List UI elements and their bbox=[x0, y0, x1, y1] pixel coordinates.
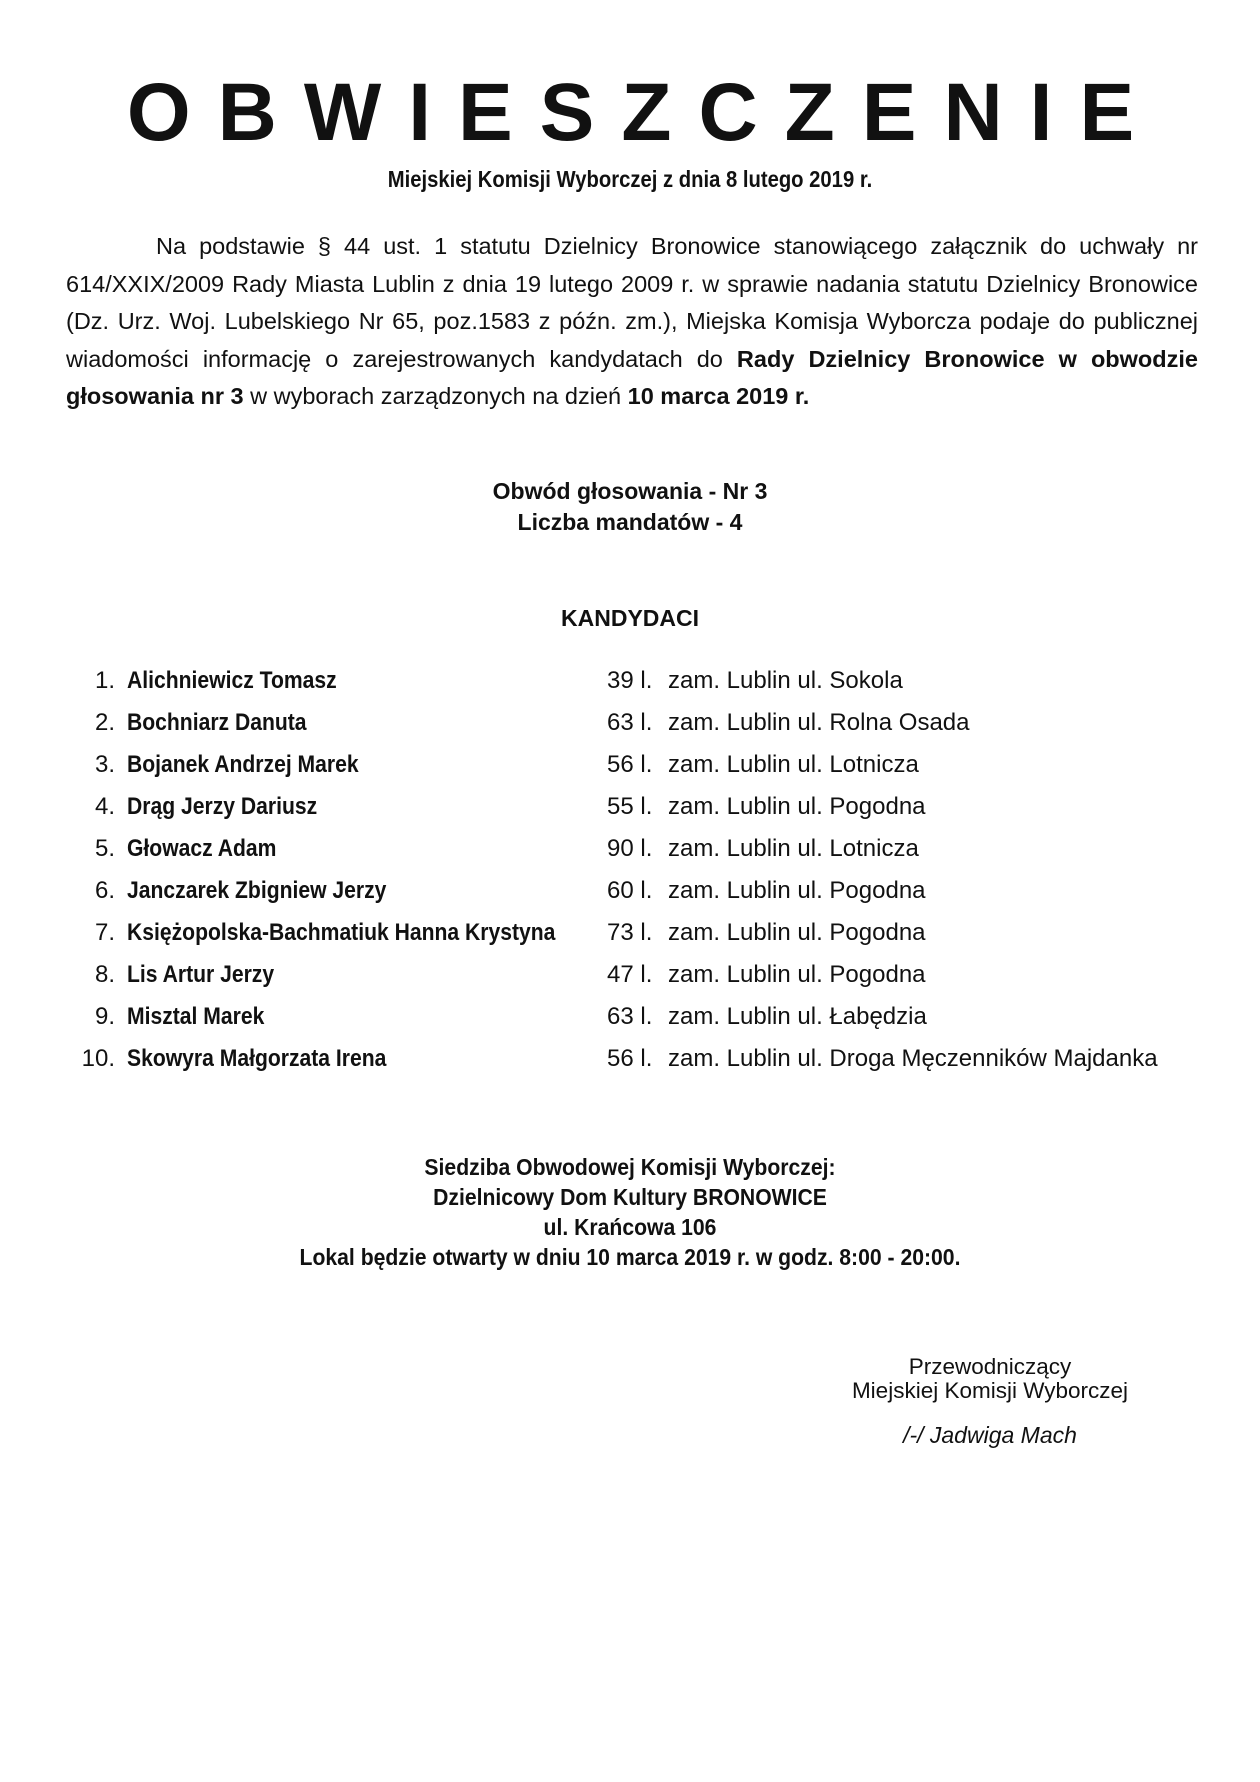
candidate-row bbox=[70, 749, 1210, 791]
signature-role-line1: Przewodniczący bbox=[908, 1354, 1072, 1379]
candidate-row bbox=[70, 707, 1210, 749]
candidate-address: zam. Lublin ul. Lotnicza bbox=[668, 835, 919, 862]
candidate-age: 63 l. bbox=[607, 709, 653, 736]
candidate-row bbox=[70, 917, 1210, 959]
candidate-address: zam. Lublin ul. Droga Męczenników Majdanka bbox=[668, 1045, 1158, 1072]
candidate-address: zam. Lublin ul. Łabędzia bbox=[668, 1003, 927, 1030]
candidate-number: 8. bbox=[94, 961, 115, 988]
candidate-age: 56 l. bbox=[607, 751, 653, 778]
candidates-heading: KANDYDACI bbox=[561, 605, 699, 631]
candidate-number: 1. bbox=[94, 667, 115, 694]
signature-name: /-/ Jadwiga Mach bbox=[903, 1422, 1077, 1448]
commission-seat-info bbox=[0, 1152, 1260, 1272]
candidate-number: 5. bbox=[94, 835, 115, 862]
candidates-list bbox=[70, 665, 1210, 1085]
candidate-name: Bochniarz Danuta bbox=[127, 709, 307, 736]
candidate-name: Skowyra Małgorzata Irena bbox=[127, 1045, 387, 1072]
candidate-number: 10. bbox=[81, 1045, 115, 1072]
district-number: Obwód głosowania - Nr 3 bbox=[492, 478, 768, 504]
candidate-address: zam. Lublin ul. Pogodna bbox=[668, 961, 926, 988]
candidate-row bbox=[70, 665, 1210, 707]
candidate-age: 90 l. bbox=[607, 835, 653, 862]
seat-address: ul. Krańcowa 106 bbox=[543, 1214, 717, 1240]
candidate-name: Janczarek Zbigniew Jerzy bbox=[127, 877, 387, 904]
candidate-age: 63 l. bbox=[607, 1003, 653, 1030]
signature-role-line2: Miejskiej Komisji Wyborczej bbox=[851, 1378, 1129, 1403]
candidate-row bbox=[70, 959, 1210, 1001]
mandates-count: Liczba mandatów - 4 bbox=[517, 509, 743, 535]
candidate-age: 60 l. bbox=[607, 877, 653, 904]
candidate-name: Lis Artur Jerzy bbox=[127, 961, 275, 988]
intro-bold-council: Rady Dzielnicy Bronowice w obwodzie głosowania nr 3 bbox=[66, 345, 1198, 409]
candidate-age: 39 l. bbox=[607, 667, 653, 694]
candidate-address: zam. Lublin ul. Lotnicza bbox=[668, 751, 919, 778]
intro-text-1: Na podstawie § 44 ust. 1 statutu Dzielnicy Bronowice stanowiącego załącznik do uchwały nr 614/XXIX/2009 Rady Miasta Lublin z dnia 19 lutego 2009 r. w sprawie nadania statutu Dzielnicy Bronowice (Dz. Urz. Woj. Lubelskiego Nr 65, poz.1583 z późn. zm.), Miejska Komisja Wyborcza podaje do publicznej wiadomości informację o zarejestrowanych kandydatach do bbox=[66, 233, 1198, 372]
candidate-number: 7. bbox=[94, 919, 115, 946]
candidate-name: Misztal Marek bbox=[127, 1003, 265, 1030]
candidate-address: zam. Lublin ul. Rolna Osada bbox=[668, 709, 970, 736]
candidate-address: zam. Lublin ul. Pogodna bbox=[668, 919, 926, 946]
candidate-age: 55 l. bbox=[607, 793, 653, 820]
candidate-address: zam. Lublin ul. Pogodna bbox=[668, 793, 926, 820]
candidate-name: Bojanek Andrzej Marek bbox=[127, 751, 359, 778]
candidate-name: Głowacz Adam bbox=[127, 835, 277, 862]
candidate-name: Alichniewicz Tomasz bbox=[127, 667, 337, 694]
candidate-row bbox=[70, 791, 1210, 833]
candidate-row bbox=[70, 833, 1210, 875]
seat-heading: Siedziba Obwodowej Komisji Wyborczej: bbox=[424, 1154, 836, 1180]
district-info bbox=[0, 476, 1260, 538]
document-title: OBWIESZCZENIE bbox=[126, 67, 1162, 158]
candidate-number: 3. bbox=[94, 751, 115, 778]
candidate-name: Księżopolska-Bachmatiuk Hanna Krystyna bbox=[127, 919, 556, 946]
intro-bold-date: 10 marca 2019 r. bbox=[627, 383, 810, 409]
candidate-address: zam. Lublin ul. Pogodna bbox=[668, 877, 926, 904]
signature-block bbox=[820, 1355, 1160, 1447]
seat-venue: Dzielnicowy Dom Kultury BRONOWICE bbox=[433, 1184, 827, 1210]
intro-paragraph bbox=[66, 228, 1198, 416]
candidate-name: Drąg Jerzy Dariusz bbox=[127, 793, 318, 820]
candidate-number: 2. bbox=[94, 709, 115, 736]
candidate-number: 6. bbox=[94, 877, 115, 904]
candidate-address: zam. Lublin ul. Sokola bbox=[668, 667, 903, 694]
candidate-number: 9. bbox=[94, 1003, 115, 1030]
document-subtitle: Miejskiej Komisji Wyborczej z dnia 8 lutego 2019 r. bbox=[387, 166, 873, 192]
candidate-age: 56 l. bbox=[607, 1045, 653, 1072]
seat-opening-hours: Lokal będzie otwarty w dniu 10 marca 2019 r. w godz. 8:00 - 20:00. bbox=[299, 1244, 961, 1270]
candidate-age: 73 l. bbox=[607, 919, 653, 946]
candidate-row bbox=[70, 1001, 1210, 1043]
intro-text-2: w wyborach zarządzonych na dzień bbox=[243, 383, 628, 409]
candidate-row bbox=[70, 1043, 1210, 1085]
candidate-age: 47 l. bbox=[607, 961, 653, 988]
candidate-row bbox=[70, 875, 1210, 917]
candidate-number: 4. bbox=[94, 793, 115, 820]
